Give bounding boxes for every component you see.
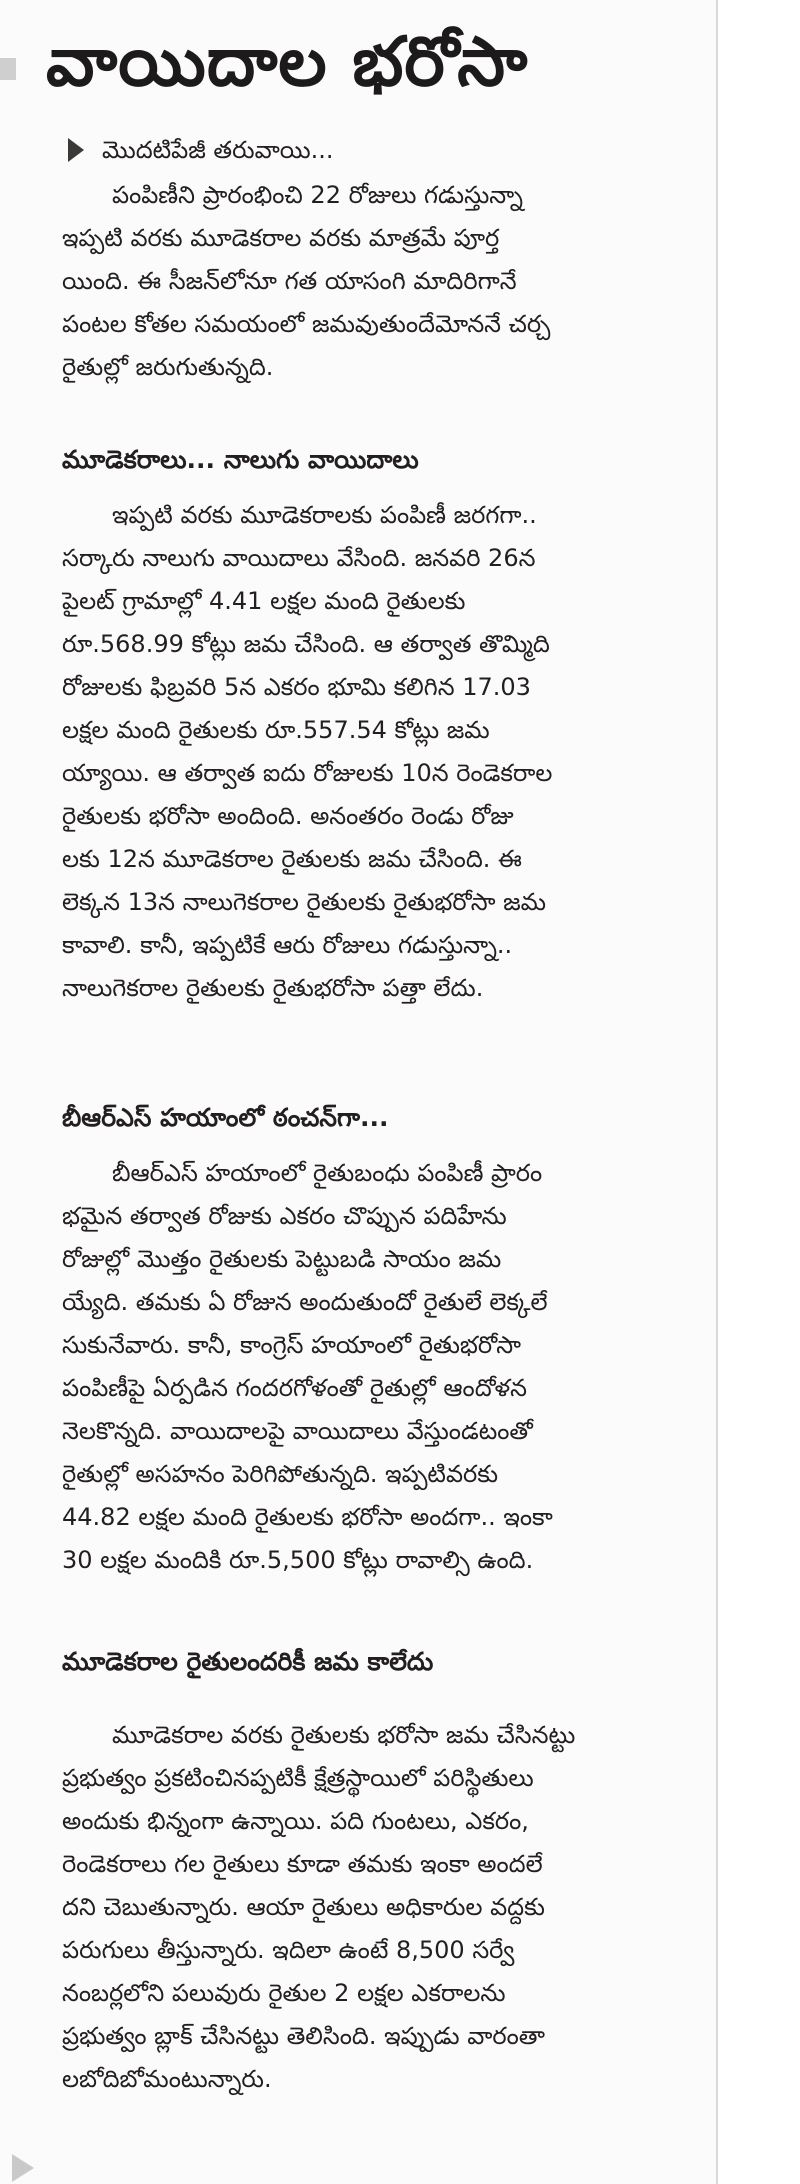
- text-line: సుకునేవారు. కానీ, కాంగ్రెస్ హయాంలో రైతుభరోసా: [62, 1331, 522, 1359]
- text-line: 30 లక్షల మందికి రూ.5,500 కోట్లు రావాల్సి ఉంది.: [62, 1546, 534, 1574]
- subheading: బీఆర్ఎస్ హయాంలో ఠంచన్‌గా...: [62, 1103, 389, 1132]
- text-line: య్యేది. తమకు ఏ రోజున అందుతుందో రైతులే లెక్కలే: [62, 1288, 548, 1316]
- headline: వాయిదాల భరోసా: [46, 23, 529, 102]
- page-edge-tab: [0, 58, 16, 80]
- text-line: లక్షల మంది రైతులకు రూ.557.54 కోట్లు జమ: [62, 716, 490, 744]
- paragraph-intro: [62, 174, 686, 389]
- text-line: పంటల కోతల సమయంలో జమవుతుందేమోననే చర్చ: [62, 310, 551, 338]
- text-line: పంపిణీని ప్రారంభించి 22 రోజులు గడుస్తున్నా: [112, 181, 523, 209]
- blank-margin: [718, 0, 800, 2184]
- text-line: యింది. ఈ సీజన్‌లోనూ గత యాసంగి మాదిరిగానే: [62, 267, 517, 295]
- subheading: మూడెకరాల రైతులందరికీ జమ కాలేదు: [62, 1647, 434, 1676]
- text-line: భమైన తర్వాత రోజుకు ఎకరం చొప్పున పదిహేను: [62, 1202, 507, 1230]
- text-line: సర్కారు నాలుగు వాయిదాలు వేసింది. జనవరి 26న: [62, 544, 536, 572]
- kicker-text: మొదటిపేజీ తరువాయి...: [102, 136, 334, 164]
- text-line: పంపిణీపై ఏర్పడిన గందరగోళంతో రైతుల్లో ఆందోళన: [62, 1374, 527, 1402]
- text-line: లబోదిబోమంటున్నారు.: [62, 2065, 272, 2093]
- text-line: లకు 12న మూడెకరాల రైతులకు జమ చేసింది. ఈ: [62, 845, 522, 873]
- text-line: అందుకు భిన్నంగా ఉన్నాయి. పది గుంటలు, ఎకరం,: [62, 1807, 529, 1835]
- text-line: మూడెకరాల వరకు రైతులకు భరోసా జమ చేసినట్టు: [112, 1721, 576, 1749]
- text-line: ప్రభుత్వం ప్రకటించినప్పటికీ క్షేత్రస్థాయిలో పరిస్థితులు: [62, 1764, 534, 1792]
- text-line: కావాలి. కానీ, ఇప్పటికే ఆరు రోజులు గడుస్తున్నా..: [62, 931, 513, 959]
- text-line: రైతులకు భరోసా అందింది. అనంతరం రెండు రోజు: [62, 802, 514, 830]
- text-line: రైతుల్లో జరుగుతున్నది.: [62, 353, 274, 381]
- text-line: పరుగులు తీస్తున్నారు. ఇదిలా ఉంటే 8,500 సర్వే: [62, 1936, 515, 1964]
- triangle-marker-icon: [12, 2154, 34, 2182]
- text-line: రోజుల్లో మొత్తం రైతులకు పెట్టుబడి సాయం జమ: [62, 1245, 502, 1273]
- paragraph-brs-era: [62, 1152, 686, 1582]
- text-line: నాలుగెకరాల రైతులకు రైతుభరోసా పత్తా లేదు.: [62, 974, 484, 1002]
- text-line: నెలకొన్నది. వాయిదాలపై వాయిదాలు వేస్తుండటంతో: [62, 1417, 533, 1445]
- paragraph-not-credited: [62, 1714, 686, 2101]
- subheading: మూడెకరాలు... నాలుగు వాయిదాలు: [62, 445, 419, 474]
- text-line: ఇప్పటి వరకు మూడెకరాలకు పంపిణీ జరగగా..: [112, 501, 537, 529]
- text-line: రూ.568.99 కోట్లు జమ చేసింది. ఆ తర్వాత తొమ్మిది: [62, 630, 550, 658]
- text-line: య్యాయి. ఆ తర్వాత ఐదు రోజులకు 10న రెండెకరాల: [62, 759, 553, 787]
- text-line: 44.82 లక్షల మంది రైతులకు భరోసా అందగా.. ఇంకా: [62, 1503, 553, 1531]
- text-line: దని చెబుతున్నారు. ఆయా రైతులు అధికారుల వద్దకు: [62, 1893, 545, 1921]
- continuation-kicker: [68, 130, 334, 170]
- text-line: రైతుల్లో అసహనం పెరిగిపోతున్నది. ఇప్పటివరకు: [62, 1460, 499, 1488]
- text-line: రెండెకరాలు గల రైతులు కూడా తమకు ఇంకా అందలే: [62, 1850, 543, 1878]
- text-line: నంబర్లలోని పలువురు రైతుల 2 లక్షల ఎకరాలను: [62, 1979, 506, 2007]
- paragraph-installments: [62, 494, 686, 1010]
- text-line: ప్రభుత్వం బ్లాక్ చేసినట్టు తెలిసింది. ఇప్పుడు వారంతా: [62, 2022, 546, 2050]
- text-line: లెక్కన 13న నాలుగెకరాల రైతులకు రైతుభరోసా జమ: [62, 888, 547, 916]
- text-line: ఇప్పటి వరకు మూడెకరాల వరకు మాత్రమే పూర్త: [62, 224, 500, 252]
- text-line: రోజులకు ఫిబ్రవరి 5న ఎకరం భూమి కలిగిన 17.03: [62, 673, 531, 701]
- text-line: పైలట్ గ్రామాల్లో 4.41 లక్షల మంది రైతులకు: [62, 587, 466, 615]
- arrow-right-icon: [68, 138, 84, 162]
- text-line: బీఆర్ఎస్ హయాంలో రైతుబంధు పంపిణీ ప్రారం: [112, 1159, 543, 1187]
